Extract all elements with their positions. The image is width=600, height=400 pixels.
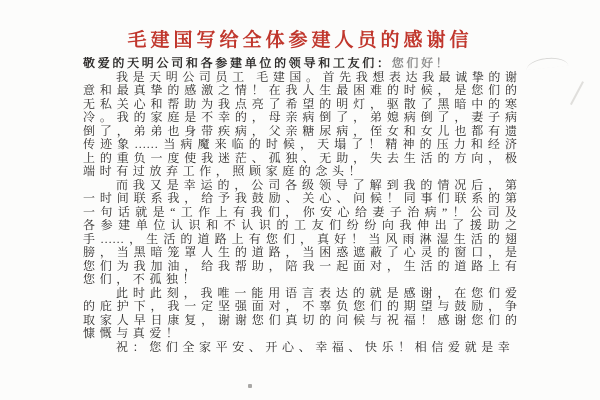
letter-line: 您们，不孤独！ — [83, 273, 200, 286]
letter-line: 祝：您们全家平安、开心、幸福、快乐！相信爱就是幸 — [116, 340, 515, 354]
letter-line: 上的重负一度使我迷茫、孤独、无助，失去生活的方向，极 — [83, 151, 517, 165]
letter-line: 意和最真挚的感激之情！在我人生最困难的时候，是您们的 — [83, 84, 517, 97]
letter-line: 倒了，弟弟也身带疾病，父亲糖尿病，侄女和女儿也都有遗 — [83, 124, 517, 138]
letter-title: 毛建国写给全体参建人员的感谢信 — [127, 30, 473, 51]
letter-line: 一时间联系我，给予我鼓励、关心、问候！同事们联系的第 — [83, 192, 517, 205]
salutation-line — [83, 57, 517, 71]
scan-artifact-streak — [570, 81, 584, 105]
letter-line: 冷。我的家庭是不幸的，母亲病倒了，弟媳病倒了，妻子病 — [83, 111, 517, 124]
letter-line: 取家人早日康复，谢谢您们真切的问候与祝福！感谢您们的 — [83, 313, 517, 327]
greeting-text: 您们好！ — [391, 57, 451, 70]
letter-line: 慷慨与真爱！ — [83, 327, 183, 340]
letter-line: 各参建单位认识和不认识的工友们纷纷向我伸出了援助之 — [83, 219, 517, 232]
letter-line: 端时有过放弃工作，照顾家庭的念头！ — [83, 165, 366, 178]
letter-line: 您们为我加油，给我帮助，陪我一起面对，生活的道路上有 — [83, 259, 517, 273]
letter-line: 此时此刻，我唯一能用语言表达的就是感谢，在您们爱 — [116, 286, 517, 300]
letter-line: 我是天明公司员工 毛建国。首先我想表达我最诚挚的谢 — [116, 70, 517, 84]
scan-artifact-squiggle — [526, 56, 569, 70]
letter-line: 传迹象……当病魔来临的时候，天塌了！精神的压力和经济 — [83, 138, 517, 151]
letter-body — [83, 57, 517, 354]
letter-line: 的庇护下，我一定坚强面对，不辜负您们的期望与鼓励，争 — [83, 300, 517, 313]
letter-line: 一句话就是“工作上有我们，你安心给妻子治病”！公司及 — [83, 205, 517, 219]
salutation-text: 敬爱的天明公司和各参建单位的领导和工友们： — [83, 57, 392, 70]
letter-line: 手……，生活的道路上有您们，真好！当风雨淋湿生活的翅 — [83, 232, 517, 246]
letter-line: 无私关心和帮助为我点亮了希望的明灯，驱散了黑暗中的寒 — [83, 97, 517, 111]
scan-artifact-speck — [248, 384, 252, 388]
letter-line: 而我又是幸运的，公司各级领导了解到我的情况后，第 — [116, 178, 517, 192]
letter-line: 膀，当黑暗笼罩人生的道路，当困惑遮蔽了心灵的窗口，是 — [83, 246, 517, 259]
